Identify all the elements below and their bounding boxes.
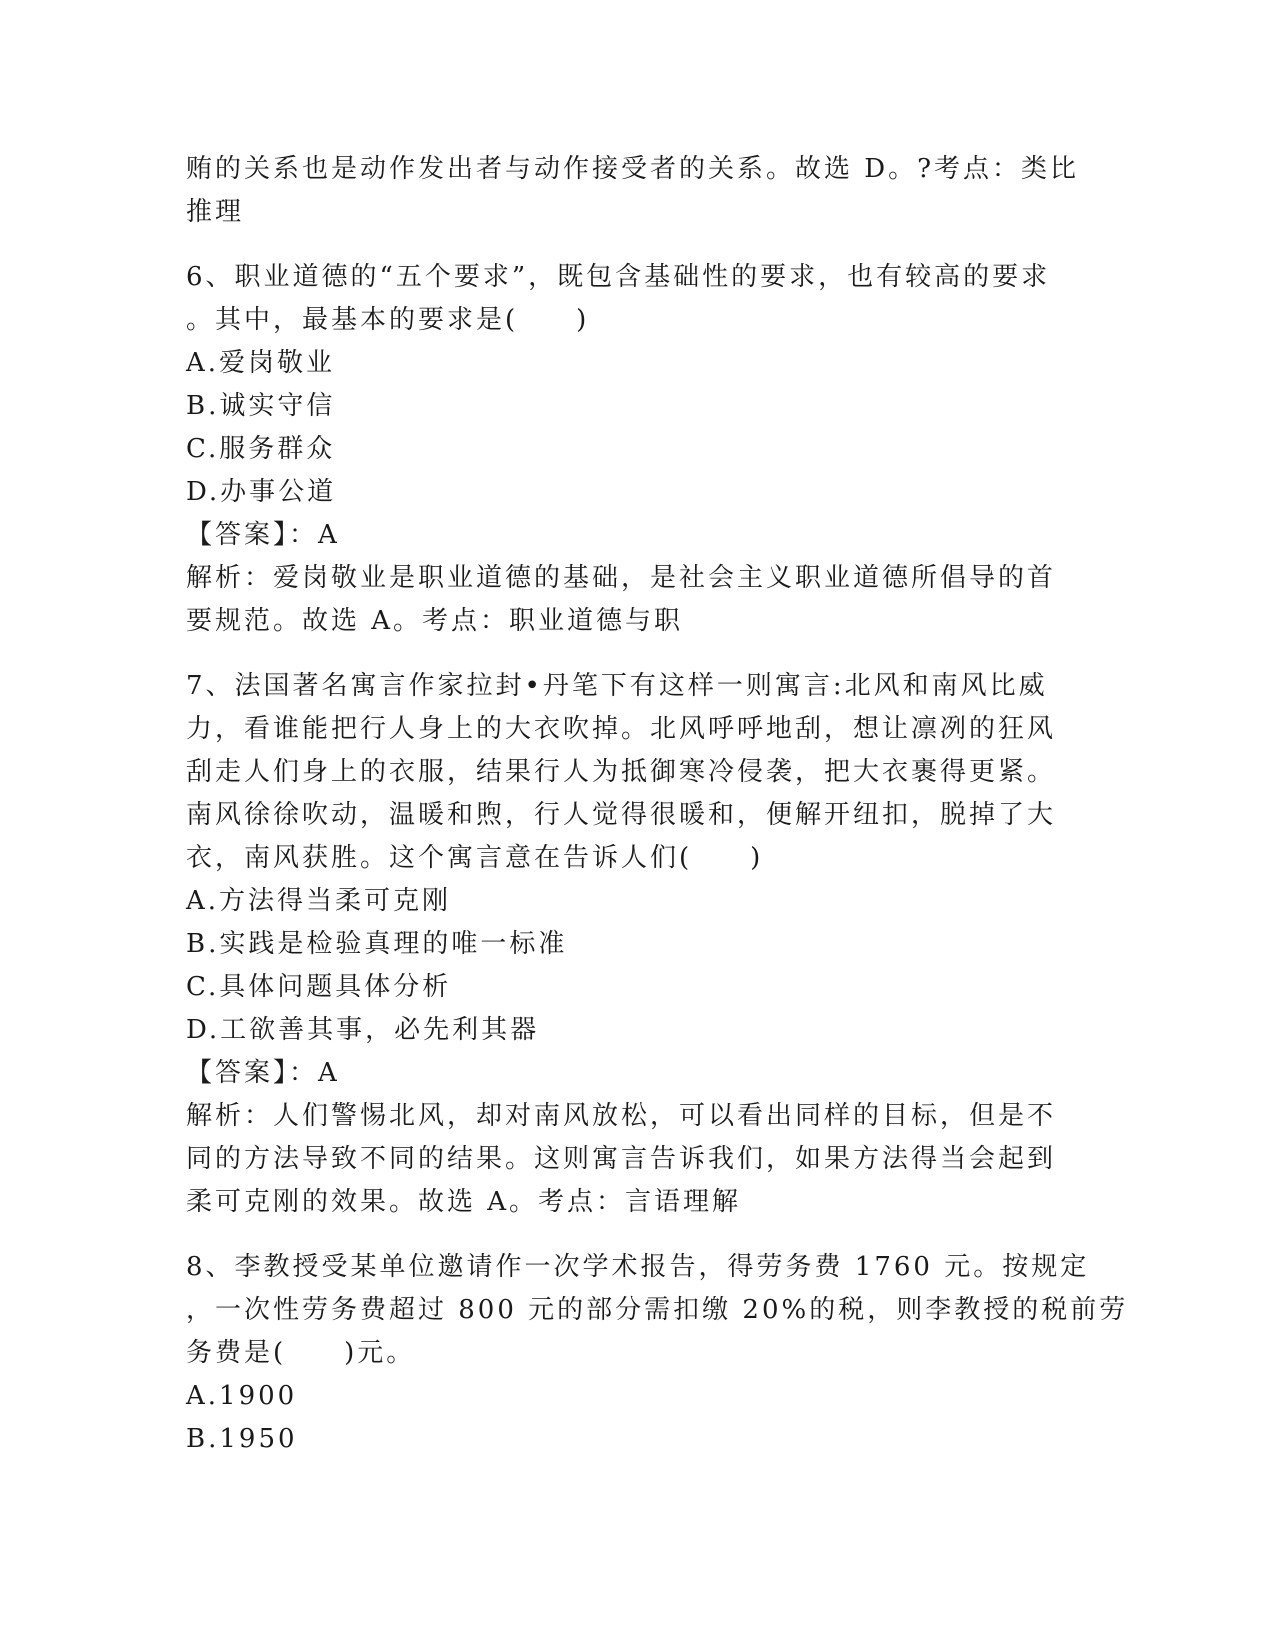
explanation: 要规范。故选 A。考点：职业道德与职 — [186, 606, 684, 636]
document-page — [186, 148, 1129, 1461]
prev-explanation — [186, 148, 1086, 234]
question-7 — [186, 665, 1086, 1224]
question-stem: 衣，南风获胜。这个寓言意在告诉人们( ) — [186, 843, 764, 873]
answer: 【答案】：A — [186, 520, 340, 550]
text-line: 贿的关系也是动作发出者与动作接受者的关系。故选 D。?考点：类比 — [186, 154, 1080, 184]
question-stem: 刮走人们身上的衣服，结果行人为抵御寒冷侵袭，把大衣裹得更紧。 — [186, 757, 1057, 787]
question-stem: 务费是( )元。 — [186, 1338, 416, 1368]
option-b: B.诚实守信 — [186, 391, 336, 421]
question-6 — [186, 256, 1086, 643]
question-stem: 8、李教授受某单位邀请作一次学术报告，得劳务费 1760 元。按规定 — [186, 1252, 1090, 1282]
option-b: B.实践是检验真理的唯一标准 — [186, 929, 568, 959]
option-c: C.服务群众 — [186, 434, 336, 464]
question-stem: 7、法国著名寓言作家拉封•丹笔下有这样一则寓言:北风和南风比威 — [186, 671, 1048, 701]
explanation: 柔可克刚的效果。故选 A。考点：言语理解 — [186, 1187, 742, 1217]
option-a: A.方法得当柔可克刚 — [186, 886, 452, 916]
explanation: 同的方法导致不同的结果。这则寓言告诉我们，如果方法得当会起到 — [186, 1144, 1057, 1174]
question-stem: ，一次性劳务费超过 800 元的部分需扣缴 20%的税，则李教授的税前劳 — [186, 1295, 1129, 1325]
explanation: 解析：人们警惕北风，却对南风放松，可以看出同样的目标，但是不 — [186, 1101, 1057, 1131]
option-c: C.具体问题具体分析 — [186, 972, 452, 1002]
question-8 — [186, 1246, 1129, 1461]
option-a: A.1900 — [186, 1381, 298, 1411]
explanation: 解析：爱岗敬业是职业道德的基础，是社会主义职业道德所倡导的首 — [186, 563, 1057, 593]
text-line: 推理 — [186, 197, 245, 227]
option-d: D.工欲善其事，必先利其器 — [186, 1015, 540, 1045]
option-b: B.1950 — [186, 1424, 298, 1454]
question-stem: 南风徐徐吹动，温暖和煦，行人觉得很暖和，便解开纽扣，脱掉了大 — [186, 800, 1057, 830]
question-stem: 力，看谁能把行人身上的大衣吹掉。北风呼呼地刮，想让凛冽的狂风 — [186, 714, 1057, 744]
option-d: D.办事公道 — [186, 477, 337, 507]
answer: 【答案】：A — [186, 1058, 340, 1088]
option-a: A.爱岗敬业 — [186, 348, 336, 378]
question-stem: 。其中，最基本的要求是( ) — [186, 305, 590, 335]
question-stem: 6、职业道德的“五个要求”，既包含基础性的要求，也有较高的要求 — [186, 262, 1051, 292]
